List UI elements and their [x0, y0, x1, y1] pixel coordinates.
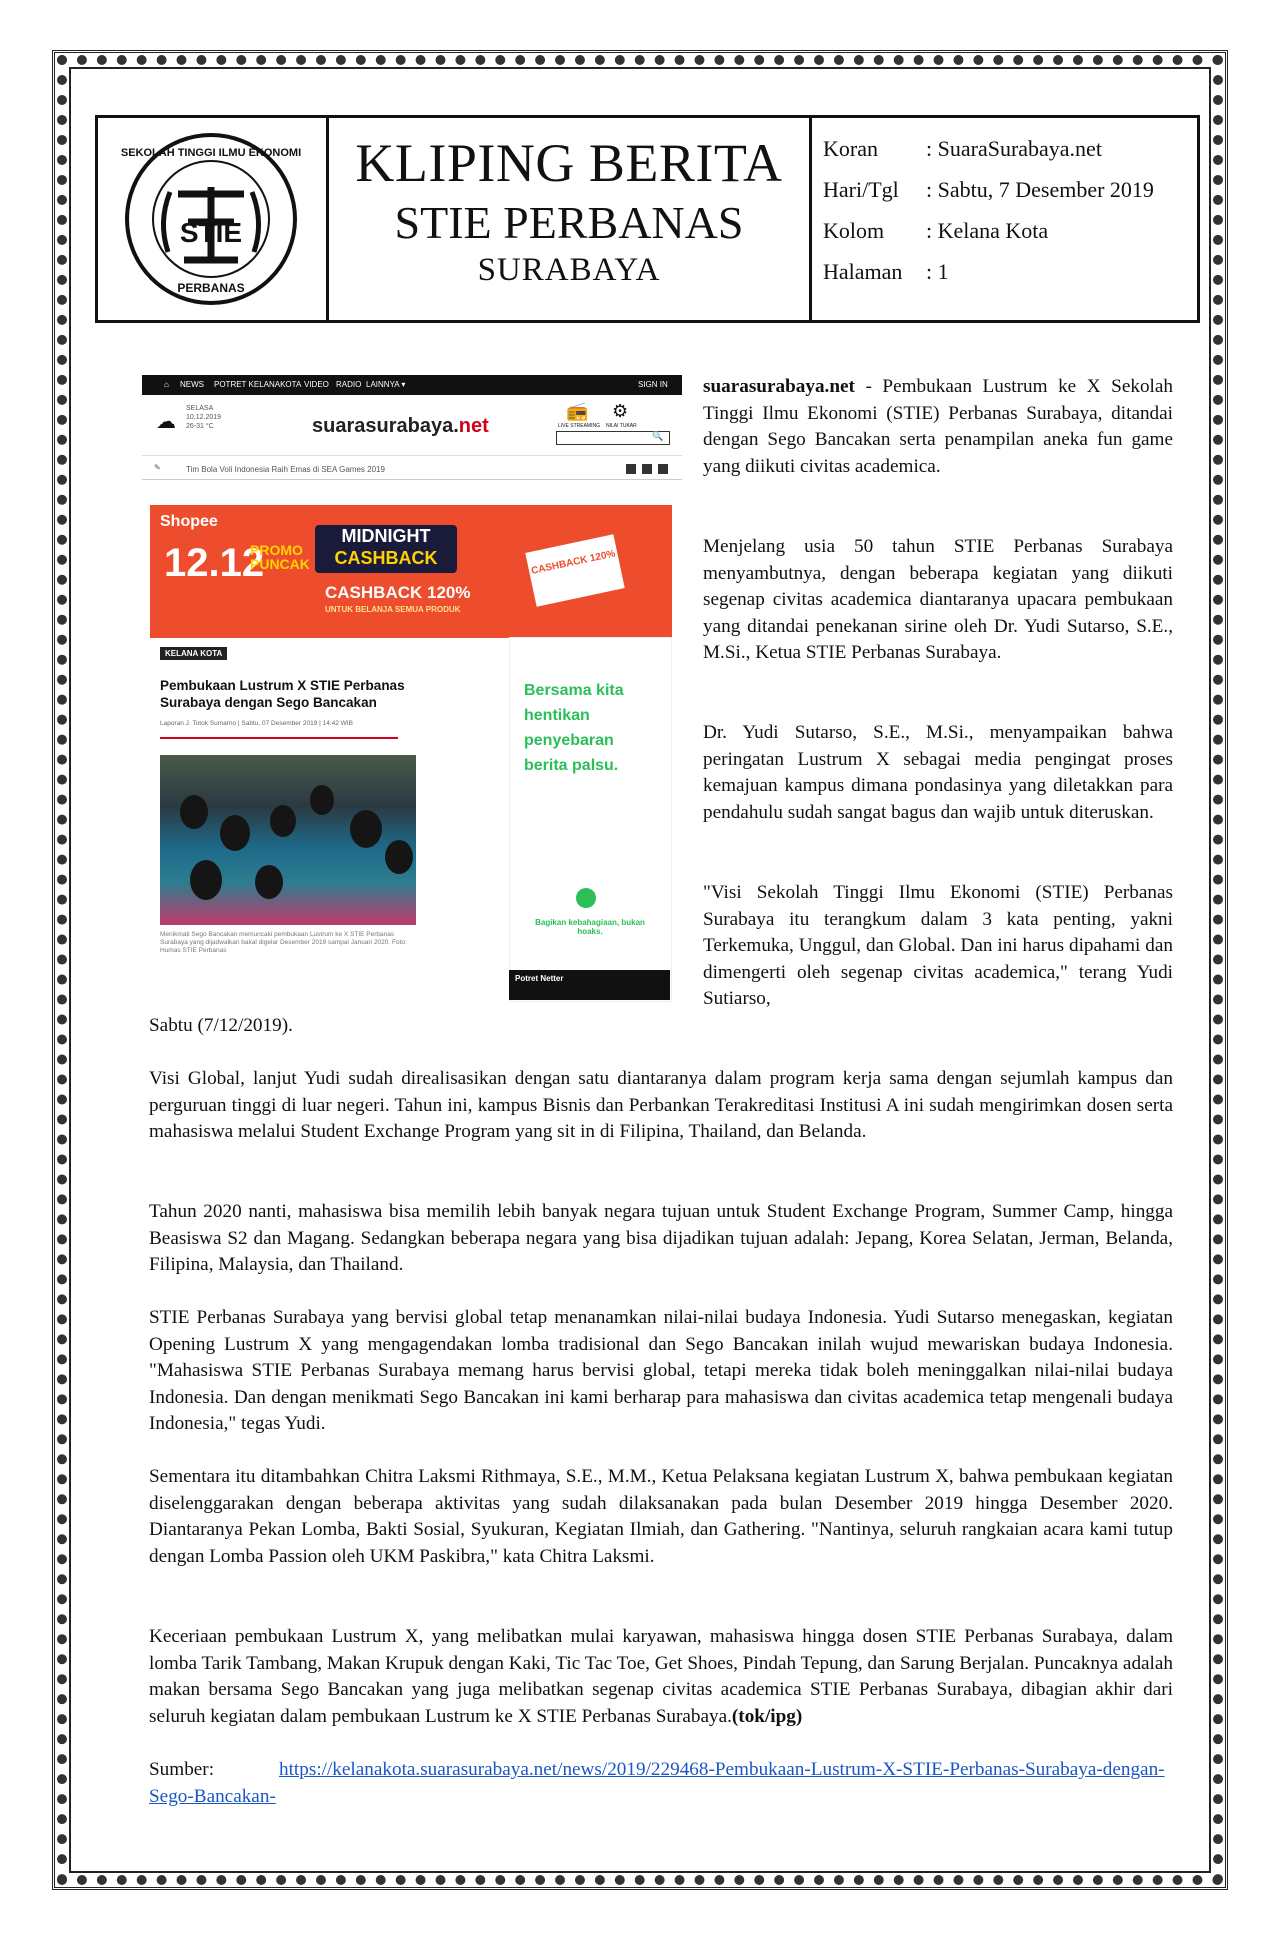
weather-temp: 26-31 °C	[186, 423, 214, 430]
side-ad-small: Bagikan kebahagiaan, bukan hoaks.	[535, 918, 645, 936]
meta-row	[823, 210, 1154, 251]
exchange-icon[interactable]: ⚙	[612, 401, 629, 421]
ad-midnight	[315, 525, 457, 573]
meta-row	[823, 128, 1154, 169]
cloud-icon: ☁	[156, 411, 176, 433]
article-photo	[160, 755, 416, 925]
live-label: LIVE STREAMING	[558, 423, 600, 429]
ad-mid-2: CASHBACK	[334, 548, 438, 568]
title-line-1: KLIPING BERITA	[355, 133, 783, 193]
article-byline: Laporan J. Totok Sumarno | Sabtu, 07 Desember 2019 | 14:42 WIB	[160, 720, 353, 727]
source-line	[149, 1757, 1173, 1810]
shopee-label: Shopee	[160, 513, 218, 530]
sign-in-link[interactable]: SIGN IN	[638, 380, 668, 389]
nav-item[interactable]: NEWS	[180, 380, 204, 389]
paragraph-7: STIE Perbanas Surabaya yang bervisi global tetap menanamkan nilai-nilai budaya Indonesia. Yudi Sutarso menegaskan, kegiatan Opening Lustrum X yang mengagendakan lomba tradisional dan Sego Bancakan inilah wujud mewariskan budaya Indonesia. "Mahasiswa STIE Perbanas Surabaya memang harus bervisi global, tetapi mereka tidak boleh meninggalkan nilai-nilai budaya Indonesia. Dan dengan menikmati Sego Bancakan ini kami berharap para mahasiswa dan civitas academica tetap mengenali budaya Indonesia," tegas Yudi.	[149, 1307, 1173, 1435]
clipping-header	[95, 115, 1200, 323]
title-box	[329, 118, 812, 320]
meta-value: : 1	[926, 259, 949, 284]
site-navbar	[142, 375, 682, 395]
meta-info	[823, 128, 1154, 292]
ad-cashback: CASHBACK 120%	[325, 583, 471, 602]
website-screenshot	[142, 375, 682, 1000]
potret-netter-label[interactable]: Potret Netter	[509, 970, 670, 1000]
source-bold: suarasurabaya.net	[703, 376, 855, 397]
photo-caption: Menikmati Sego Bancakan memuncaki pembukaan Lustrum ke X STIE Perbanas Surabaya yang dijadwalkan bakal digelar Desember 2019 sampai Januari 2020. Foto: Humas STIE Perbanas	[160, 931, 407, 954]
ad-sub: UNTUK BELANJA SEMUA PRODUK	[325, 605, 461, 614]
weather-date: 10.12.2019	[186, 414, 222, 421]
paragraph-4-end: Sabtu (7/12/2019).	[149, 1015, 293, 1036]
logo-mid-text: STIE	[179, 217, 243, 248]
stie-logo	[118, 132, 304, 306]
p1-text: - Pembukaan Lustrum ke X Sekolah Tinggi Ilmu Ekonomi (STIE) Perbanas Surabaya, ditandai dengan Sego Bancakan serta penampilan aneka fun game yang diikuti civitas academica.	[703, 376, 1173, 477]
facebook-icon[interactable]	[626, 464, 636, 474]
search-icon[interactable]: 🔍	[652, 431, 664, 441]
shopee-ad[interactable]	[150, 505, 672, 638]
nilai-label: NILAI TUKAR	[606, 423, 637, 429]
ticker-text[interactable]: Tim Bola Voli Indonesia Raih Emas di SEA Games 2019	[186, 465, 385, 474]
meta-row	[823, 251, 1154, 292]
paragraph-1	[703, 374, 1173, 480]
p9-bold: (tok/ipg)	[731, 1705, 803, 1727]
paragraph-2: Menjelang usia 50 tahun STIE Perbanas Surabaya menyambutnya, dengan beberapa kegiatan yang diikuti segenap civitas academica diantaranya upacara pembukaan yang ditandai penekanan sirine oleh Dr. Yudi Sutarso, S.E., M.Si., Ketua STIE Perbanas Surabaya.	[703, 536, 1173, 664]
logo-top-text: SEKOLAH TINGGI ILMU EKONOMI	[120, 147, 302, 159]
home-icon[interactable]: ⌂	[164, 380, 169, 389]
ad-big-date: 12.12	[164, 541, 265, 585]
meta-value: : SuaraSurabaya.net	[926, 136, 1102, 161]
ad-promo: PROMO PUNCAK	[250, 542, 310, 572]
paragraph-6: Tahun 2020 nanti, mahasiswa bisa memilih lebih banyak negara tujuan untuk Student Exchange Program, Summer Camp, hingga Beasiswa S2 dan Magang. Sedangkan beberapa negara yang bisa dijadikan tujuan adalah: Jepang, Korea Selatan, Jerman, Belanda, Filipina, Malaysia, dan Thailand.	[149, 1201, 1173, 1276]
logo-box	[98, 118, 329, 320]
category-tag[interactable]: KELANA KOTA	[160, 647, 227, 660]
nav-item[interactable]: LAINNYA ▾	[366, 380, 406, 389]
meta-key: Hari/Tgl	[823, 177, 899, 202]
paragraph-8: Sementara itu ditambahkan Chitra Laksmi Rithmaya, S.E., M.M., Ketua Pelaksana kegiatan Lustrum X, bahwa pembukaan kegiatan diselenggarakan dengan beberapa aktivitas yang sudah dilaksanakan pada bulan Desember 2019 hingga Desember 2020. Diantaranya Pekan Lomba, Bakti Sosial, Syukuran, Kegiatan Ilmiah, dan Gathering. "Nantinya, seluruh rangkaian acara kami tutup dengan Lomba Passion oleh UKM Paskibra," kata Chitra Laksmi.	[149, 1466, 1173, 1567]
weather-day: SELASA	[186, 405, 214, 412]
paragraph-3: Dr. Yudi Sutarso, S.E., M.Si., menyampaikan bahwa peringatan Lustrum X sebagai media pengingat proses kemajuan kampus dimana pondasinya yang diletakkan para pendahulu sudah sangat bagus dan wajib untuk diteruskan.	[703, 722, 1173, 823]
brand-accent: net	[458, 415, 489, 437]
p9-text: Keceriaan pembukaan Lustrum X, yang melibatkan mulai karyawan, mahasiswa hingga dosen STIE Perbanas Surabaya, dalam lomba Tarik Tambang, Makan Krupuk dengan Kaki, Tic Tac Toe, Get Shoes, Pindah Tepung, dan Sarung Berjalan. Puncaknya adalah makan bersama Sego Bancakan yang juga melibatkan segenap civitas academica STIE Perbanas Surabaya, dibagian akhir dari seluruh kegiatan dalam pembukaan Lustrum ke X STIE Perbanas Surabaya.	[149, 1626, 1173, 1727]
ad-ticket: CASHBACK 120%	[525, 534, 624, 607]
title-line-3: SURABAYA	[477, 252, 661, 288]
news-ticker	[142, 461, 682, 480]
radio-icon[interactable]: 📻	[566, 401, 589, 421]
meta-row	[823, 169, 1154, 210]
paragraph-4: "Visi Sekolah Tinggi Ilmu Ekonomi (STIE) Perbanas Surabaya itu terangkum dalam 3 kata penting, yakni Terkemuka, Unggul, dan Global. Dan ini harus dipahami dan dimengerti oleh segenap civitas academica," terang Yudi Sutiarso,	[703, 882, 1173, 1010]
article-title: Pembukaan Lustrum X STIE Perbanas Surabaya dengan Sego Bancakan	[160, 678, 405, 710]
logo-bottom-text: PERBANAS	[177, 281, 245, 295]
nav-item[interactable]: POTRET KELANAKOTA	[214, 380, 302, 389]
source-label: Sumber:	[149, 1759, 215, 1780]
paragraph-5: Visi Global, lanjut Yudi sudah direalisasikan dengan satu diantaranya dalam program kerja sama dengan sejumlah kampus dan perguruan tinggi di luar negeri. Tahun ini, kampus Bisnis dan Perbankan Terakreditasi Institusi A ini sudah mengirimkan dosen serta mahasiswa melalui Student Exchange Program yang sit in di Filipina, Thailand, dan Belanda.	[149, 1068, 1173, 1143]
ad-mid-1: MIDNIGHT	[341, 526, 431, 546]
whatsapp-icon	[576, 888, 596, 908]
meta-key: Halaman	[823, 259, 903, 284]
title-divider	[160, 737, 398, 739]
side-ad-text: Bersama kita hentikan penyebaran berita palsu.	[524, 682, 624, 774]
source-link[interactable]: https://kelanakota.suarasurabaya.net/news/2019/229468-Pembukaan-Lustrum-X-STIE-Perbanas-Surabaya-dengan-Sego-Bancakan-	[149, 1759, 1165, 1807]
youtube-icon[interactable]	[658, 464, 668, 474]
nav-item[interactable]: RADIO	[336, 380, 362, 389]
brand-row	[142, 395, 682, 456]
meta-key: Koran	[823, 136, 878, 161]
nav-item[interactable]: VIDEO	[304, 380, 329, 389]
site-brand[interactable]	[312, 415, 489, 438]
meta-value: : Kelana Kota	[926, 218, 1049, 243]
side-ad[interactable]	[509, 637, 672, 1002]
pen-icon: ✎	[154, 463, 161, 472]
title-line-2: STIE PERBANAS	[394, 197, 744, 248]
meta-key: Kolom	[823, 218, 885, 243]
meta-value: : Sabtu, 7 Desember 2019	[926, 177, 1154, 202]
twitter-icon[interactable]	[642, 464, 652, 474]
paragraph-9	[149, 1624, 1173, 1730]
brand-main: suarasurabaya.	[312, 415, 459, 437]
